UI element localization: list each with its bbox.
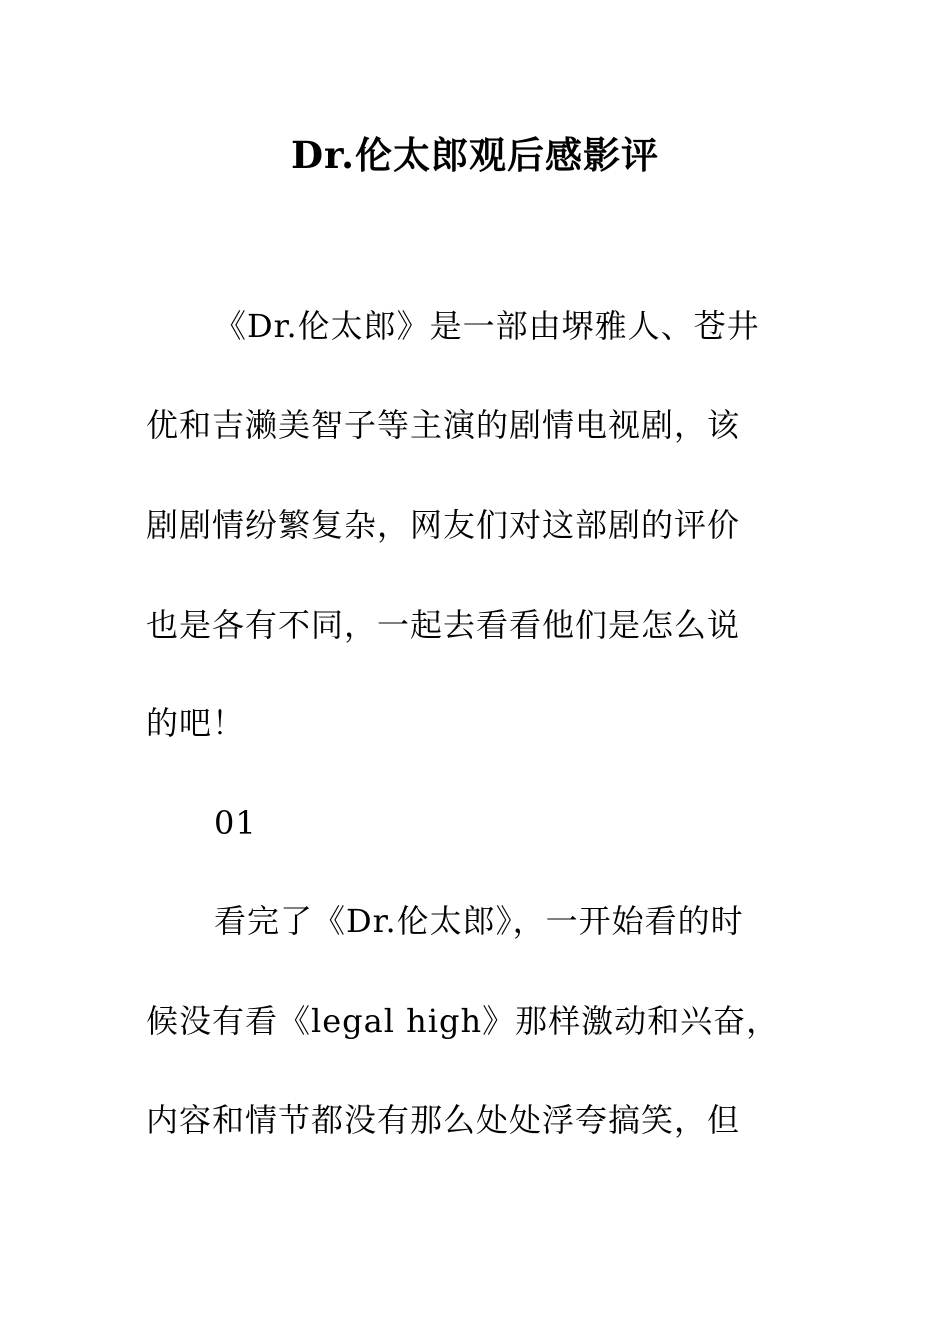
- document-title: Dr.伦太郎观后感影评: [290, 133, 660, 177]
- paragraph-line: 的吧！: [146, 704, 246, 742]
- paragraph-line: 剧剧情纷繁复杂，网友们对这部剧的评价: [146, 506, 741, 544]
- section-number: 01: [214, 804, 257, 842]
- paragraph-line: 《Dr.伦太郎》是一部由堺雅人、苍井: [214, 307, 760, 345]
- paragraph-line: 优和吉濑美智子等主演的剧情电视剧，该: [146, 406, 741, 444]
- paragraph-line: 候没有看《legal high》那样激动和兴奋，: [146, 1002, 780, 1040]
- paragraph-line: 也是各有不同，一起去看看他们是怎么说: [146, 606, 741, 644]
- paragraph-line: 看完了《Dr.伦太郎》，一开始看的时: [214, 902, 744, 940]
- paragraph-line: 内容和情节都没有那么处处浮夸搞笑，但: [146, 1101, 741, 1139]
